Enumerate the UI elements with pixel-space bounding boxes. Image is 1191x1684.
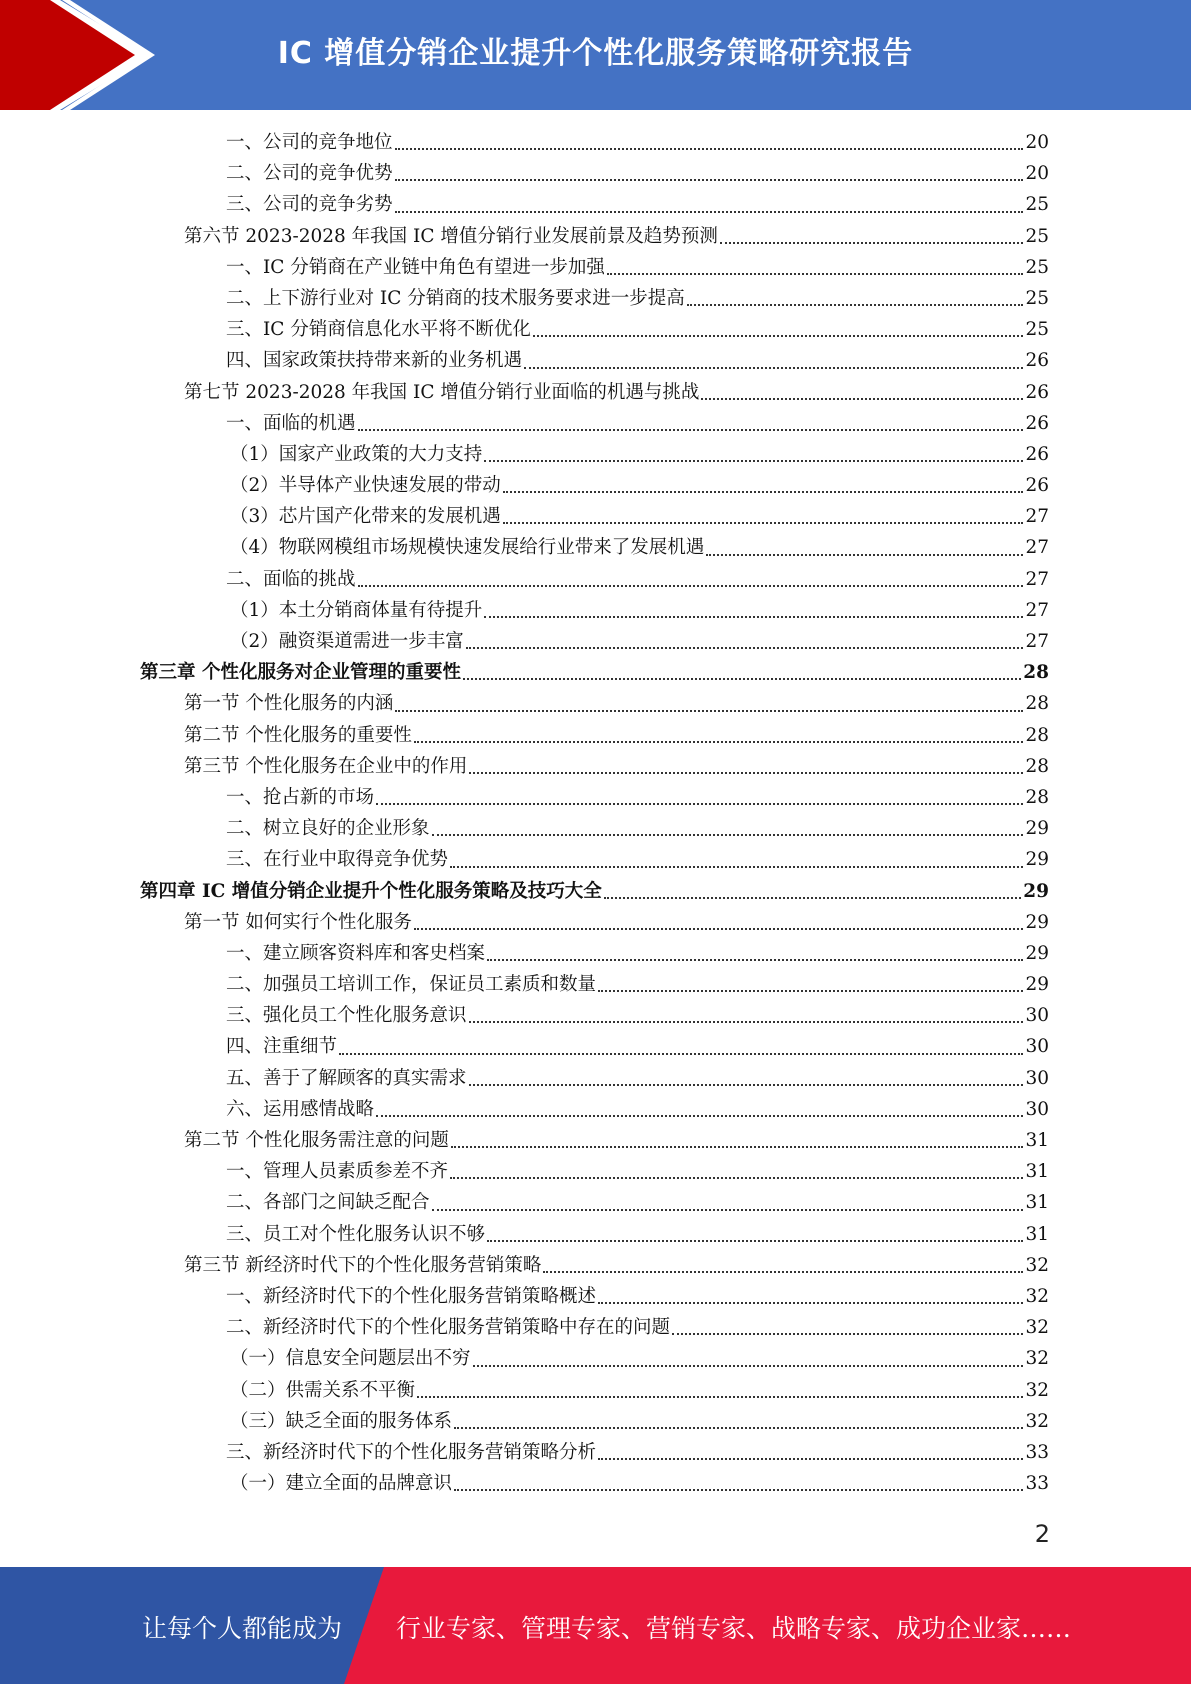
toc-dot-leader: [376, 1114, 1023, 1117]
toc-entry-page: 29: [1025, 818, 1049, 840]
toc-entry-page: 26: [1025, 412, 1049, 434]
toc-dot-leader: [484, 615, 1023, 618]
toc-entry-page: 30: [1025, 1036, 1049, 1058]
toc-entry-title: 三、强化员工个性化服务意识: [226, 1005, 467, 1027]
toc-dot-leader: [598, 989, 1023, 992]
toc-entry-title: 第二节 个性化服务的重要性: [184, 724, 412, 746]
toc-dot-leader: [687, 303, 1024, 306]
toc-entry-title: （一）信息安全问题层出不穷: [230, 1348, 471, 1370]
toc-entry[interactable]: [140, 1343, 1049, 1374]
toc-entry-title: 三、员工对个性化服务认识不够: [226, 1223, 486, 1245]
toc-entry-page: 26: [1025, 475, 1049, 497]
toc-entry-page: 25: [1025, 194, 1049, 216]
toc-entry[interactable]: [140, 283, 1049, 314]
toc-entry[interactable]: [140, 688, 1049, 719]
toc-entry-page: 25: [1025, 225, 1049, 247]
toc-entry-page: 32: [1025, 1317, 1049, 1339]
toc-entry-page: 28: [1023, 662, 1049, 684]
toc-entry-title: （三）缺乏全面的服务体系: [230, 1410, 453, 1432]
toc-entry[interactable]: [140, 1063, 1049, 1094]
toc-entry-title: （一）建立全面的品牌意识: [230, 1473, 453, 1495]
toc-dot-leader: [701, 397, 1023, 400]
toc-entry-title: 一、公司的竞争地位: [226, 132, 393, 153]
toc-dot-leader: [450, 1176, 1023, 1179]
toc-entry-title: 一、面临的机遇: [226, 412, 356, 434]
toc-dot-leader: [395, 178, 1024, 181]
toc-dot-leader: [376, 802, 1023, 805]
toc-entry[interactable]: [140, 221, 1049, 252]
toc-entry[interactable]: [140, 1219, 1049, 1250]
toc-entry[interactable]: [140, 1031, 1049, 1062]
toc-entry-page: 25: [1025, 256, 1049, 278]
toc-entry[interactable]: [140, 1281, 1049, 1312]
toc-dot-leader: [432, 833, 1024, 836]
page-footer: [0, 1567, 1191, 1684]
toc-dot-leader: [417, 1395, 1023, 1398]
toc-entry-title: （3）芯片国产化带来的发展机遇: [230, 506, 501, 528]
toc-entry-title: 一、IC 分销商在产业链中角色有望进一步加强: [226, 256, 605, 278]
toc-entry-page: 31: [1025, 1161, 1049, 1183]
toc-entry-page: 27: [1025, 599, 1049, 621]
toc-entry[interactable]: [140, 470, 1049, 501]
toc-entry-title: 六、运用感情战略: [226, 1098, 375, 1120]
toc-entry-title: （二）供需关系不平衡: [230, 1379, 416, 1401]
toc-entry[interactable]: [140, 314, 1049, 345]
toc-dot-leader: [414, 927, 1024, 930]
toc-entry-page: 29: [1025, 911, 1049, 933]
toc-entry[interactable]: [140, 1437, 1049, 1468]
toc-entry[interactable]: [140, 158, 1049, 189]
toc-entry-title: 第四章 IC 增值分销企业提升个性化服务策略及技巧大全: [140, 880, 602, 902]
toc-entry-page: 31: [1025, 1192, 1049, 1214]
toc-entry[interactable]: [140, 189, 1049, 220]
toc-dot-leader: [395, 147, 1024, 150]
toc-entry-page: 32: [1025, 1379, 1049, 1401]
toc-entry-title: 第六节 2023-2028 年我国 IC 增值分销行业发展前景及趋势预测: [184, 225, 718, 247]
toc-entry[interactable]: [140, 1468, 1049, 1499]
toc-entry[interactable]: [140, 532, 1049, 563]
toc-entry-title: （2）融资渠道需进一步丰富: [230, 631, 464, 652]
toc-entry-title: （4）物联网模组市场规模快速发展给行业带来了发展机遇: [230, 537, 705, 559]
toc-dot-leader: [358, 584, 1024, 587]
toc-entry-title: 二、加强员工培训工作，保证员工素质和数量: [226, 974, 597, 996]
toc-entry[interactable]: [140, 626, 1049, 657]
toc-entry[interactable]: [140, 377, 1049, 408]
toc-entry-page: 28: [1025, 755, 1049, 777]
toc-entry-page: 28: [1025, 724, 1049, 746]
toc-entry-page: 32: [1025, 1285, 1049, 1307]
toc-entry[interactable]: [140, 1125, 1049, 1156]
toc-dot-leader: [463, 677, 1021, 680]
toc-entry-title: 二、上下游行业对 IC 分销商的技术服务要求进一步提高: [226, 287, 685, 309]
toc-dot-leader: [598, 1301, 1023, 1304]
toc-entry-page: 29: [1025, 849, 1049, 871]
toc-entry-page: 33: [1025, 1441, 1049, 1463]
toc-entry[interactable]: [140, 1000, 1049, 1031]
toc-entry[interactable]: [140, 501, 1049, 532]
toc-entry-page: 26: [1025, 350, 1049, 372]
toc-dot-leader: [469, 1020, 1024, 1023]
toc-dot-leader: [454, 1426, 1023, 1429]
toc-dot-leader: [473, 1364, 1024, 1367]
toc-dot-leader: [524, 366, 1023, 369]
toc-entry-page: 27: [1025, 568, 1049, 590]
toc-entry-title: 三、新经济时代下的个性化服务营销策略分析: [226, 1441, 597, 1463]
toc-dot-leader: [395, 709, 1023, 712]
toc-entry-page: 27: [1025, 631, 1049, 652]
toc-entry[interactable]: [140, 564, 1049, 595]
toc-entry-title: 第七节 2023-2028 年我国 IC 增值分销行业面临的机遇与挑战: [184, 381, 700, 403]
toc-entry-page: 32: [1025, 1348, 1049, 1370]
toc-entry-title: 四、注重细节: [226, 1036, 338, 1058]
toc-dot-leader: [598, 1457, 1023, 1460]
toc-entry[interactable]: [140, 876, 1049, 907]
toc-entry-page: 25: [1025, 287, 1049, 309]
toc-entry-title: 一、抢占新的市场: [226, 786, 375, 808]
toc-entry-page: 31: [1025, 1130, 1049, 1151]
toc-entry[interactable]: [140, 127, 1049, 158]
toc-entry[interactable]: [140, 408, 1049, 439]
toc-entry-page: 29: [1025, 942, 1049, 964]
toc-dot-leader: [487, 1239, 1023, 1242]
toc-dot-leader: [450, 865, 1023, 868]
toc-entry-page: 26: [1025, 443, 1049, 465]
toc-entry[interactable]: [140, 1156, 1049, 1187]
toc-entry[interactable]: [140, 844, 1049, 875]
toc-entry-title: （1）国家产业政策的大力支持: [230, 443, 483, 465]
page-number: 2: [1034, 1520, 1050, 1548]
toc-entry[interactable]: [140, 720, 1049, 751]
toc-entry-title: 四、国家政策扶持带来新的业务机遇: [226, 350, 523, 372]
toc-entry[interactable]: [140, 1375, 1049, 1406]
toc-entry-page: 31: [1025, 1223, 1049, 1245]
toc-dot-leader: [503, 490, 1024, 493]
toc-dot-leader: [358, 428, 1024, 431]
toc-entry-title: 第三章 个性化服务对企业管理的重要性: [140, 662, 461, 684]
toc-dot-leader: [706, 553, 1023, 556]
toc-dot-leader: [466, 646, 1024, 649]
page-header: [0, 0, 1191, 110]
toc-dot-leader: [469, 771, 1023, 774]
toc-dot-leader: [487, 958, 1023, 961]
toc-entry-title: 一、管理人员素质参差不齐: [226, 1161, 449, 1183]
toc-entry[interactable]: [140, 751, 1049, 782]
toc-entry-title: 第一节 如何实行个性化服务: [184, 911, 412, 933]
report-title: IC 增值分销企业提升个性化服务策略研究报告: [277, 36, 914, 71]
toc-entry[interactable]: [140, 813, 1049, 844]
toc-entry-page: 30: [1025, 1098, 1049, 1120]
toc-entry[interactable]: [140, 782, 1049, 813]
toc-entry-title: 二、各部门之间缺乏配合: [226, 1192, 430, 1214]
toc-entry-title: 一、建立顾客资料库和客史档案: [226, 942, 486, 964]
toc-entry-title: 三、在行业中取得竞争优势: [226, 849, 449, 871]
toc-entry-title: 二、树立良好的企业形象: [226, 818, 430, 840]
toc-entry[interactable]: [140, 595, 1049, 626]
toc-entry-title: 第三节 个性化服务在企业中的作用: [184, 755, 468, 777]
toc-entry-title: 二、面临的挑战: [226, 568, 356, 590]
toc-dot-leader: [503, 521, 1024, 524]
toc-dot-leader: [454, 1488, 1023, 1491]
toc-dot-leader: [484, 459, 1023, 462]
toc-entry-page: 32: [1025, 1410, 1049, 1432]
toc-dot-leader: [432, 1208, 1024, 1211]
toc-entry-title: 二、公司的竞争优势: [226, 163, 393, 185]
toc-entry-title: 一、新经济时代下的个性化服务营销策略概述: [226, 1285, 597, 1307]
toc-entry-page: 28: [1025, 786, 1049, 808]
toc-entry-title: 第二节 个性化服务需注意的问题: [184, 1130, 449, 1151]
toc-entry[interactable]: [140, 657, 1049, 688]
footer-slogan-left: 让每个人都能成为: [142, 1614, 343, 1643]
toc-dot-leader: [720, 241, 1024, 244]
toc-entry-title: 二、新经济时代下的个性化服务营销策略中存在的问题: [226, 1317, 671, 1339]
toc-entry-page: 26: [1025, 381, 1049, 403]
toc-dot-leader: [395, 210, 1024, 213]
toc-entry-page: 27: [1025, 506, 1049, 528]
toc-dot-leader: [469, 1083, 1024, 1086]
toc-entry[interactable]: [140, 969, 1049, 1000]
toc-entry-page: 20: [1025, 132, 1049, 153]
toc-entry-page: 27: [1025, 537, 1049, 559]
toc-entry-title: 第三节 新经济时代下的个性化服务营销策略: [184, 1254, 542, 1276]
toc-entry-title: （1）本土分销商体量有待提升: [230, 599, 483, 621]
toc-entry-page: 30: [1025, 1067, 1049, 1089]
toc-entry[interactable]: [140, 252, 1049, 283]
toc-entry-title: 第一节 个性化服务的内涵: [184, 693, 394, 715]
toc-entry-title: 五、善于了解顾客的真实需求: [226, 1067, 467, 1089]
toc-entry[interactable]: [140, 1250, 1049, 1281]
toc-entry[interactable]: [140, 907, 1049, 938]
toc-entry[interactable]: [140, 1187, 1049, 1218]
toc-entry-page: 28: [1025, 693, 1049, 715]
toc-entry-title: （2）半导体产业快速发展的带动: [230, 475, 501, 497]
table-of-contents: [140, 127, 1049, 1499]
toc-dot-leader: [414, 740, 1024, 743]
toc-entry[interactable]: [140, 1406, 1049, 1437]
toc-entry-page: 33: [1025, 1473, 1049, 1495]
toc-dot-leader: [543, 1270, 1023, 1273]
toc-entry[interactable]: [140, 345, 1049, 376]
toc-entry-page: 30: [1025, 1005, 1049, 1027]
toc-dot-leader: [604, 896, 1021, 899]
toc-dot-leader: [533, 334, 1024, 337]
toc-entry[interactable]: [140, 1312, 1049, 1343]
toc-entry-page: 29: [1023, 880, 1049, 902]
toc-dot-leader: [339, 1052, 1023, 1055]
footer-slogan-right: 行业专家、管理专家、营销专家、战略专家、成功企业家……: [396, 1614, 1072, 1643]
toc-entry[interactable]: [140, 439, 1049, 470]
toc-dot-leader: [451, 1145, 1024, 1148]
toc-entry[interactable]: [140, 1094, 1049, 1125]
toc-entry-title: 三、公司的竞争劣势: [226, 194, 393, 216]
toc-entry-page: 25: [1025, 319, 1049, 341]
toc-entry-page: 29: [1025, 974, 1049, 996]
toc-entry-title: 三、IC 分销商信息化水平将不断优化: [226, 319, 531, 341]
toc-entry-page: 20: [1025, 163, 1049, 185]
toc-dot-leader: [672, 1332, 1023, 1335]
toc-dot-leader: [607, 272, 1024, 275]
toc-entry[interactable]: [140, 938, 1049, 969]
toc-entry-page: 32: [1025, 1254, 1049, 1276]
